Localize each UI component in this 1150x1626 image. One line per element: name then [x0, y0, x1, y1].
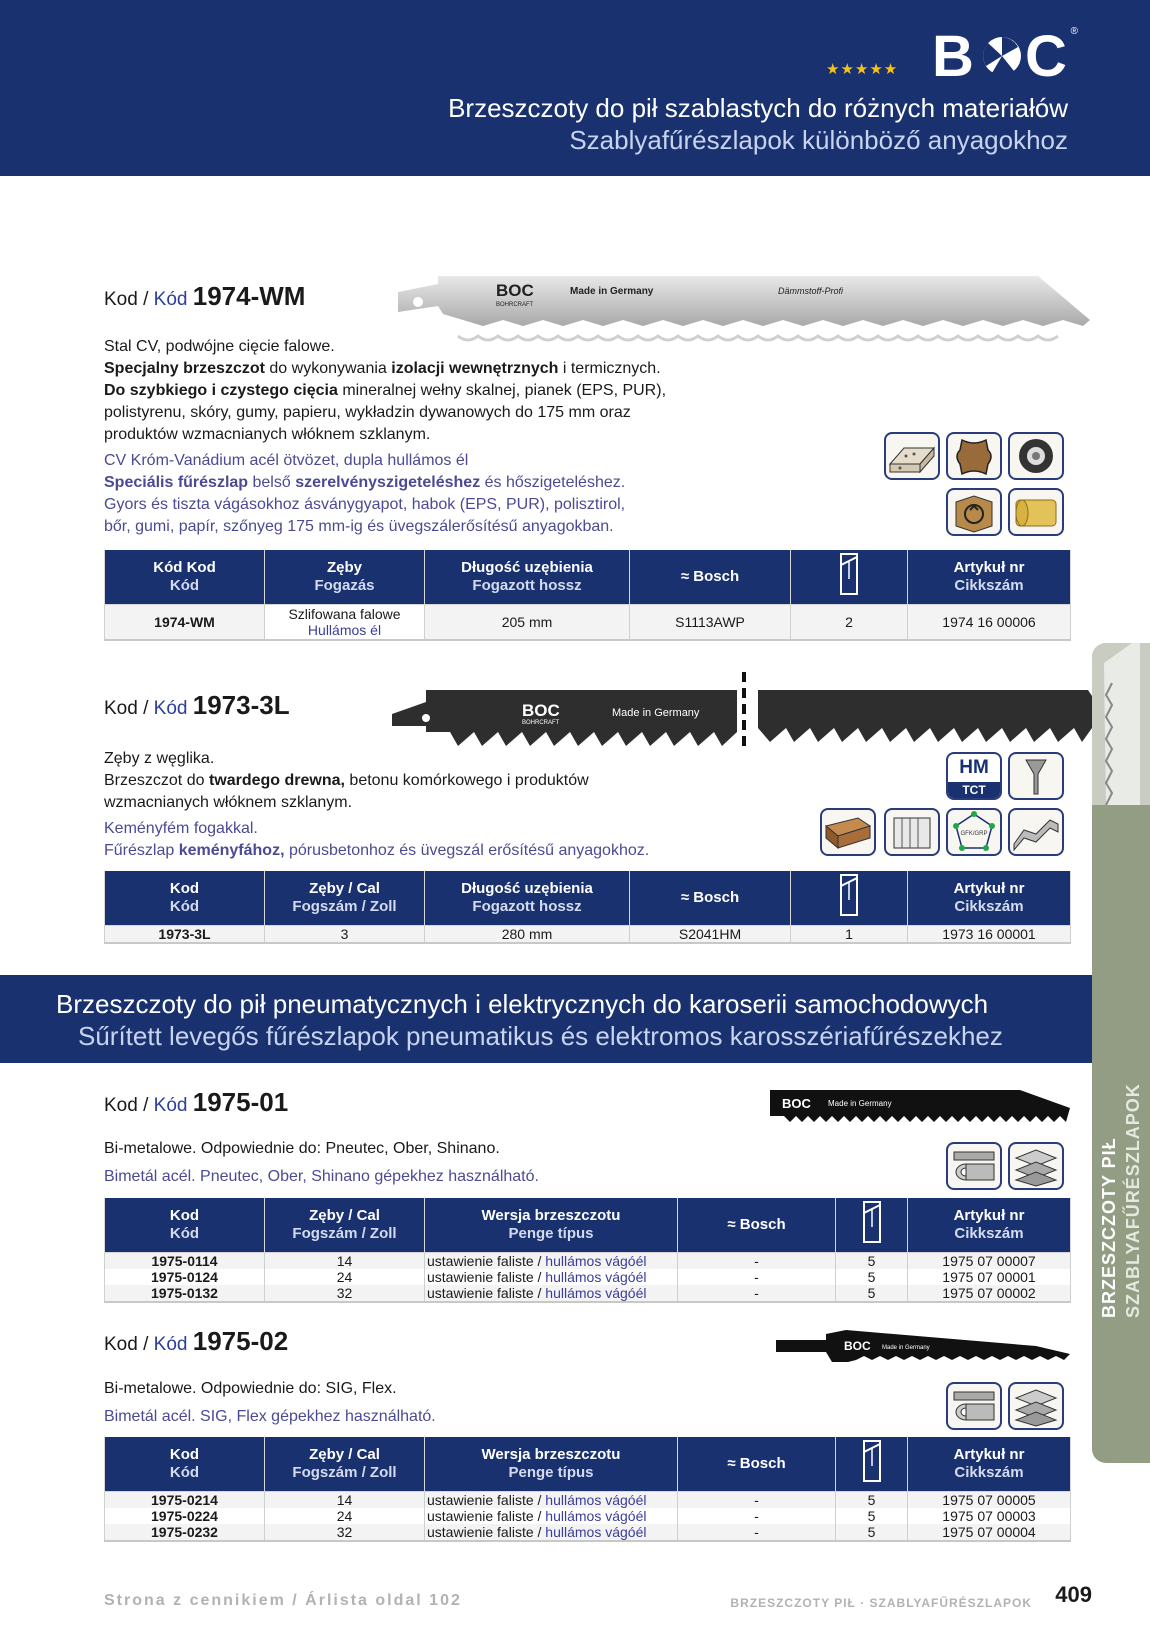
table-row: 1975-0232 32 ustawienie faliste / hullámos vágóél - 5 1975 07 00004 [105, 1524, 1071, 1541]
desc-line-hu: Speciális fűrészlap belső szerelvényszigeteléshez és hőszigeteléshez. [104, 474, 626, 491]
table-row: 1975-0132 32 ustawienie faliste / hullámos vágóél - 5 1975 07 00002 [105, 1285, 1071, 1302]
kod-label-hu: Kód [153, 1334, 188, 1355]
th-bosch: ≈ Bosch [630, 550, 791, 604]
page-header [0, 0, 1150, 176]
tire-rubber-icon [1008, 432, 1064, 480]
insulation-wool-icon [1008, 488, 1064, 536]
desc-line-hu: Fűrészlap keményfához, pórusbetonhoz és üvegszál erősítésű anyagokhoz. [104, 842, 650, 859]
cell-length: 280 mm [425, 925, 630, 943]
section-title-hu: Sűrített levegős fűrészlapok pneumatikus és elektromos karosszériafűrészekhez [78, 1021, 1003, 1051]
sheet-metal-icon [1008, 1382, 1064, 1430]
product-code-1974-wm [104, 281, 305, 312]
profile-material-icon [1008, 808, 1064, 856]
side-blade-thumbnail [1092, 643, 1150, 805]
boc-logo [932, 26, 1072, 86]
kod-label-pl: Kod [104, 1334, 138, 1355]
kod-separator: / [137, 1095, 154, 1116]
cell-article: 1974 16 00006 [908, 604, 1071, 640]
desc-line-hu: Bimetál acél. SIG, Flex gépekhez használható. [104, 1408, 436, 1425]
desc-line: Brzeszczot do twardego drewna, betonu komórkowego i produktów [104, 772, 589, 789]
th-teeth: Zęby / Cal Fogszám / Zoll [265, 871, 425, 925]
desc-line: wzmacnianych włóknem szklanym. [104, 794, 353, 811]
spec-table-1973-3l [104, 871, 1071, 944]
table-row [105, 604, 1071, 640]
cell-length: 205 mm [425, 604, 630, 640]
kod-label-hu: Kód [153, 698, 188, 719]
desc-line-hu: Gyors és tiszta vágásokhoz ásványgyapot, habok (EPS, PUR), polisztirol, [104, 496, 626, 513]
desc-line-hu: bőr, gumi, papír, szőnyeg 175 mm-ig és üvegszálerősítésű anyagokban. [104, 518, 614, 535]
blade-brand-text: BOC [522, 701, 560, 720]
aerated-concrete-icon [884, 808, 940, 856]
pipe-profile-icon [946, 1382, 1002, 1430]
th-pack-icon [836, 1198, 908, 1252]
th-length: Długość uzębienia Fogazott hossz [425, 550, 630, 604]
description-1974-wm [104, 336, 666, 538]
th-pack-icon [836, 1437, 908, 1491]
side-tab-line2: SZABLYAFŰRÉSZLAPOK [1123, 1083, 1143, 1318]
rating-stars: ★★★★★ [826, 61, 899, 78]
kod-label-pl: Kod [104, 1095, 138, 1116]
cell-pack: 1 [791, 925, 908, 943]
table-row: 1975-0214 14 ustawienie faliste / hullámos vágóél - 5 1975 07 00005 [105, 1491, 1071, 1508]
kod-label-hu: Kód [153, 1095, 188, 1116]
desc-line: Zęby z węglika. [104, 750, 215, 767]
desc-line: Specjalny brzeszczot do wykonywania izolacji wewnętrznych i termicznych. [104, 360, 661, 377]
th-article: Artykuł nr Cikkszám [908, 550, 1071, 604]
blade-made-in-text: Made in Germany [612, 707, 700, 719]
spec-table-1975-01 [104, 1198, 1071, 1303]
blade-profi-text: Dämmstoff-Profi [778, 286, 844, 296]
hardwood-material-icon [820, 808, 876, 856]
th-pack-icon [791, 871, 908, 925]
page-number: 409 [1055, 1582, 1092, 1607]
th-bosch: ≈ Bosch [678, 1437, 836, 1491]
th-code: Kod Kód [105, 871, 265, 925]
desc-line-hu: Keményfém fogakkal. [104, 820, 258, 837]
footer-section-label: BRZESZCZOTY PIŁ · SZABLYAFŰRÉSZLAPOK [730, 1596, 1032, 1610]
th-pack-icon [791, 550, 908, 604]
th-teeth: Zęby / Cal Fogszám / Zoll [265, 1198, 425, 1252]
hm-tct-icon: HM TCT [946, 752, 1002, 800]
svg-text:C: C [1025, 26, 1067, 86]
product-code: 1973-3L [192, 690, 290, 720]
table-row [105, 925, 1071, 943]
blade-brand-text: BOC [844, 1339, 871, 1353]
kod-separator: / [137, 289, 154, 310]
desc-line: Stal CV, podwójne cięcie falowe. [104, 338, 335, 355]
th-blade-type: Wersja brzeszczotu Penge típus [425, 1198, 678, 1252]
section-title-pl: Brzeszczoty do pił pneumatycznych i elektrycznych do karoserii samochodowych [56, 989, 989, 1019]
side-tab-label [1097, 978, 1145, 1318]
tooth-shape-icon [1008, 752, 1064, 800]
th-length: Długość uzębienia Fogazott hossz [425, 871, 630, 925]
spec-table-1974-wm [104, 550, 1071, 641]
th-blade-type: Wersja brzeszczotu Penge típus [425, 1437, 678, 1491]
table-row: 1975-0124 24 ustawienie faliste / hullámos vágóél - 5 1975 07 00001 [105, 1269, 1071, 1285]
desc-line-hu: Bimetál acél. Pneutec, Ober, Shinano gépekhez használható. [104, 1168, 539, 1185]
blade-made-in-text: Made in Germany [882, 1345, 930, 1351]
pipe-profile-icon [946, 1142, 1002, 1190]
th-article: Artykuł nr Cikkszám [908, 1437, 1071, 1491]
th-code: Kod Kód [105, 1437, 265, 1491]
kod-label-hu: Kód [153, 289, 188, 310]
th-code: Kód Kod Kód [105, 550, 265, 604]
section-band-pneumatic [0, 975, 1092, 1063]
blade-brand-subtext: BOHRCRAFT [496, 302, 534, 308]
cell-pack: 2 [791, 604, 908, 640]
footer-price-list-ref: Strona z cennikiem / Árlista oldal 102 [104, 1592, 462, 1609]
blade-brand-text: BOC [496, 281, 534, 300]
svg-text:B: B [932, 26, 974, 86]
product-code: 1974-WM [192, 281, 306, 311]
kod-label-pl: Kod [104, 698, 138, 719]
cell-bosch: S1113AWP [630, 604, 791, 640]
th-code: Kod Kód [105, 1198, 265, 1252]
desc-line: polistyrenu, skóry, gumy, papieru, wykładzin dywanowych do 175 mm oraz [104, 404, 631, 421]
blade-brand-subtext: BOHRCRAFT [522, 720, 560, 726]
description-1973-3l [104, 748, 649, 862]
th-article: Artykuł nr Cikkszám [908, 871, 1071, 925]
product-code-1975-02 [104, 1326, 288, 1357]
desc-line: Bi-metalowe. Odpowiednie do: Pneutec, Ober, Shinano. [104, 1140, 500, 1157]
kod-separator: / [137, 698, 154, 719]
recycling-box-icon [946, 488, 1002, 536]
registered-icon: ® [1070, 26, 1078, 37]
product-code: 1975-02 [192, 1326, 289, 1356]
desc-line: Bi-metalowe. Odpowiednie do: SIG, Flex. [104, 1380, 397, 1397]
desc-line-hu: CV Króm-Vanádium acél ötvözet, dupla hullámos él [104, 452, 469, 469]
cell-bosch: S2041HM [630, 925, 791, 943]
blade-brand-text: BOC [782, 1096, 811, 1111]
description-1975-01 [104, 1138, 539, 1188]
th-teeth: Zęby / Cal Fogszám / Zoll [265, 1437, 425, 1491]
product-code-1973-3l [104, 690, 290, 721]
desc-line: Do szybkiego i czystego cięcia mineralnej wełny skalnej, pianek (EPS, PUR), [104, 382, 667, 399]
th-bosch: ≈ Bosch [630, 871, 791, 925]
product-code-1975-01 [104, 1087, 288, 1118]
cell-code: 1973-3L [105, 925, 265, 943]
blade-image-1975-02 [776, 1328, 1070, 1368]
kod-label-pl: Kod [104, 289, 138, 310]
header-title-hu: Szablyafűrészlapok különböző anyagokhoz [569, 125, 1068, 155]
blade-made-in-text: Made in Germany [570, 286, 654, 297]
blade-image-1975-01 [770, 1088, 1070, 1130]
header-title-pl: Brzeszczoty do pił szablastych do różnych materiałów [448, 93, 1068, 123]
table-row: 1975-0224 24 ustawienie faliste / hullámos vágóél - 5 1975 07 00003 [105, 1508, 1071, 1524]
foam-material-icon [884, 432, 940, 480]
cell-code: 1974-WM [105, 604, 265, 640]
cell-teeth: Szlifowana falowe Hullámos él [265, 604, 425, 640]
side-tab-line1: BRZESZCZOTY PIŁ [1099, 1137, 1119, 1318]
th-teeth: Zęby Fogazás [265, 550, 425, 604]
blade-made-in-text: Made in Germany [828, 1099, 892, 1108]
desc-line: produktów wzmacnianych włóknem szklanym. [104, 426, 431, 443]
blade-image-1973-3l [392, 672, 1092, 748]
cell-article: 1973 16 00001 [908, 925, 1071, 943]
th-article: Artykuł nr Cikkszám [908, 1198, 1071, 1252]
table-row: 1975-0114 14 ustawienie faliste / hullámos vágóél - 5 1975 07 00007 [105, 1252, 1071, 1269]
sheet-metal-icon [1008, 1142, 1064, 1190]
product-code: 1975-01 [192, 1087, 289, 1117]
th-bosch: ≈ Bosch [678, 1198, 836, 1252]
svg-text:GFK/GRP: GFK/GRP [960, 831, 988, 837]
cell-teeth: 3 [265, 925, 425, 943]
gfk-grp-icon [946, 808, 1002, 856]
spec-table-1975-02 [104, 1437, 1071, 1542]
description-1975-02 [104, 1378, 436, 1428]
kod-separator: / [137, 1334, 154, 1355]
leather-material-icon [946, 432, 1002, 480]
